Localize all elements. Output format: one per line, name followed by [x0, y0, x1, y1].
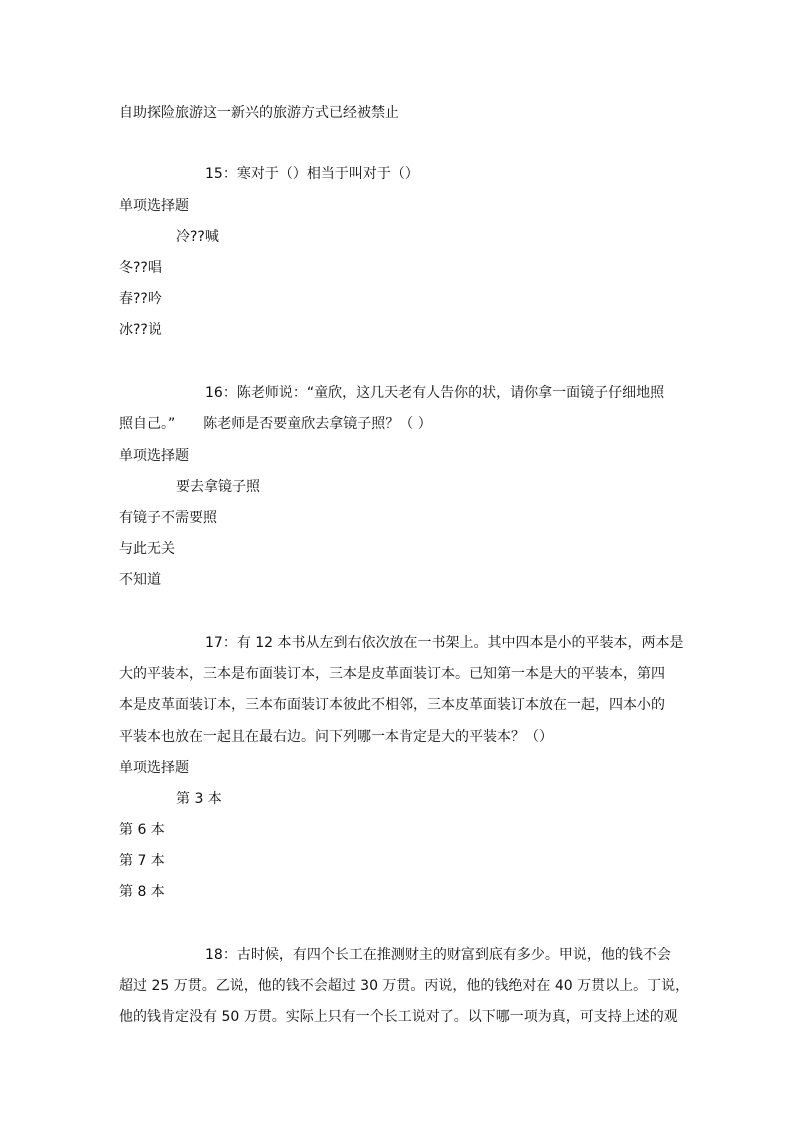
q17-text-line4: 平装本也放在一起且在最右边。问下列哪一本肯定是大的平装本？（）: [119, 729, 553, 745]
q15-option-c: 春??吟: [119, 291, 162, 307]
q17-option-b: 第 6 本: [119, 822, 165, 838]
q17-text-line2: 大的平装本，三本是布面装订本，三本是皮革面装订本。已知第一本是大的平装本，第四: [119, 666, 665, 682]
q18-text-line1: 18：古时候，有四个长工在推测财主的财富到底有多少。甲说，他的钱不会: [205, 947, 671, 963]
q16-text-line1: 16：陈老师说：“童欣，这几天老有人告你的状，请你拿一面镜子仔细地照: [205, 385, 665, 401]
q18-text-line3: 他的钱肯定没有 50 万贯。实际上只有一个长工说对了。以下哪一项为真，可支持上述的观: [119, 1009, 678, 1025]
q16-option-a: 要去拿镜子照: [176, 479, 260, 495]
q17-text-line3: 本是皮革面装订本，三本布面装订本彼此不相邻，三本皮革面装订本放在一起，四本小的: [119, 697, 665, 713]
q18-text-line2: 超过 25 万贯。乙说，他的钱不会超过 30 万贯。丙说，他的钱绝对在 40 万贯以上。丁说，: [119, 978, 690, 994]
q15-type: 单项选择题: [119, 198, 189, 214]
q17-type: 单项选择题: [119, 760, 189, 776]
q15-option-b: 冬??唱: [119, 260, 162, 276]
q16-option-b: 有镜子不需要照: [119, 510, 217, 526]
q16-type: 单项选择题: [119, 448, 189, 464]
q16-option-c: 与此无关: [119, 541, 175, 557]
q15-option-d: 冰??说: [119, 322, 162, 338]
q17-option-a: 第 3 本: [176, 791, 222, 807]
q16-text-line2-part1: 照自己。”: [119, 416, 176, 432]
q16-text-line2: [119, 414, 679, 434]
q17-option-d: 第 8 本: [119, 884, 165, 900]
q17-text-line1: 17：有 12 本书从左到右依次放在一书架上。其中四本是小的平装本，两本是: [205, 635, 684, 651]
q17-option-c: 第 7 本: [119, 853, 165, 869]
q16-option-d: 不知道: [119, 572, 161, 588]
q16-text-line2-part2: 陈老师是否要童欣去拿镜子照？（ ）: [203, 416, 432, 432]
q15-option-a: 冷??喊: [176, 229, 219, 245]
intro-text: 自助探险旅游这一新兴的旅游方式已经被禁止: [119, 105, 399, 121]
q15-text: 15：寒对于（）相当于叫对于（）: [205, 166, 419, 182]
